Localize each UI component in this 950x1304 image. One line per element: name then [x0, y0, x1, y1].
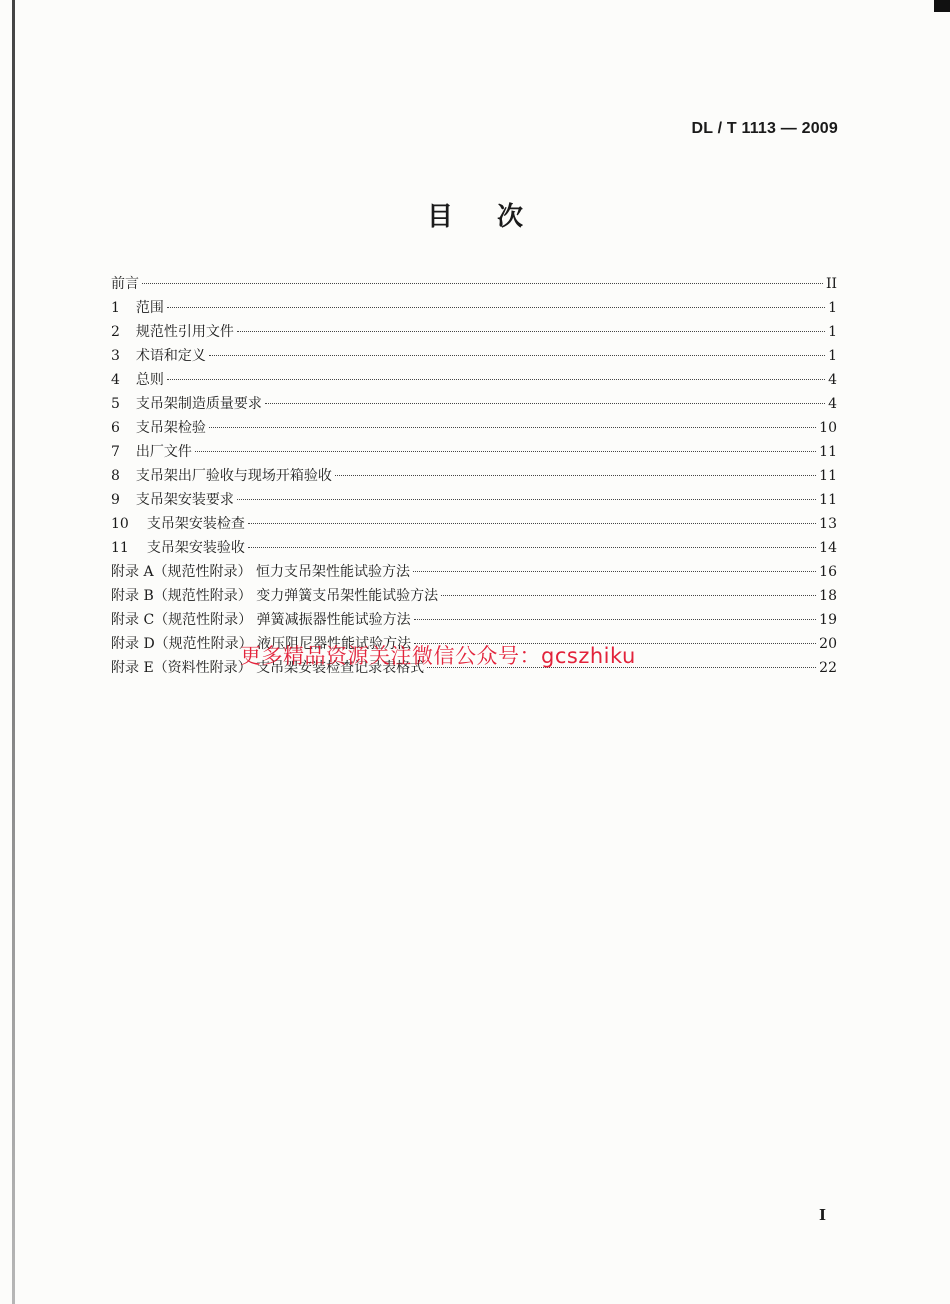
toc-entry[interactable]: [111, 393, 837, 417]
page-title: [0, 196, 950, 233]
toc-entry-page: 1: [828, 300, 837, 316]
toc-entry[interactable]: [111, 441, 837, 465]
toc-entry[interactable]: [111, 609, 837, 633]
toc-leader-dots: [414, 619, 817, 620]
toc-entry-label: 规范性引用文件: [135, 324, 234, 340]
toc-entry-page: 14: [819, 540, 837, 556]
toc-entry-page: 13: [819, 516, 837, 532]
toc-entry-label: 支吊架出厂验收与现场开箱验收: [135, 468, 332, 484]
toc-entry[interactable]: [111, 513, 837, 537]
toc-leader-dots: [265, 403, 825, 404]
toc-entry-page: 22: [819, 660, 837, 676]
toc-entry-number: 11: [111, 540, 129, 556]
watermark-text: 更多精品资源关注微信公众号：gcszhiku: [240, 644, 636, 668]
toc-leader-dots: [413, 571, 816, 572]
page-number: I: [818, 1206, 826, 1224]
toc-entry-number: 8: [111, 468, 120, 484]
toc-entry-page: 16: [819, 564, 837, 580]
toc-leader-dots: [209, 355, 825, 356]
toc-entry-label: 附录 D（规范性附录） 液压阻尼器性能试验方法: [111, 636, 412, 652]
toc-entry-label: 附录 C（规范性附录） 弹簧减振器性能试验方法: [111, 612, 411, 628]
toc-entry[interactable]: [111, 369, 837, 393]
scan-corner-mark: [934, 0, 950, 12]
toc-entry-page: 1: [828, 324, 837, 340]
toc-entry-page: 20: [819, 636, 837, 652]
toc-leader-dots: [142, 283, 823, 284]
toc-entry-label: 支吊架安装要求: [135, 492, 234, 508]
toc-entry-label: 范围: [135, 300, 164, 316]
toc-entry-label: 总则: [135, 372, 164, 388]
toc-entry[interactable]: [111, 537, 837, 561]
title-char-1: 目: [426, 202, 453, 232]
toc-leader-dots: [248, 547, 816, 548]
toc-entry[interactable]: [111, 273, 837, 297]
toc-leader-dots: [167, 307, 825, 308]
toc-entry-number: 5: [111, 396, 120, 412]
toc-entry-number: 1: [111, 300, 120, 316]
toc-entry-number: 7: [111, 444, 120, 460]
toc-leader-dots: [195, 451, 816, 452]
toc-leader-dots: [237, 499, 816, 500]
document-code: DL / T 1113 — 2009: [691, 120, 838, 137]
toc-entry-label: 支吊架制造质量要求: [135, 396, 262, 412]
toc-entry[interactable]: [111, 561, 837, 585]
toc-entry-page: 10: [819, 420, 837, 436]
toc-entry-number: 4: [111, 372, 120, 388]
toc-entry-number: 3: [111, 348, 120, 364]
toc-entry-label: 前言: [111, 276, 139, 292]
toc-entry-label: 支吊架检验: [135, 420, 206, 436]
toc-entry-page: 11: [819, 492, 837, 508]
toc-entry-label: 支吊架安装验收: [146, 540, 245, 556]
toc-leader-dots: [237, 331, 825, 332]
toc-entry-label: 出厂文件: [135, 444, 192, 460]
toc-entry-number: 6: [111, 420, 120, 436]
toc-entry-label: 附录 E（资料性附录） 支吊架安装检查记录表格式: [111, 660, 425, 676]
toc-entry[interactable]: [111, 321, 837, 345]
toc-entry[interactable]: [111, 585, 837, 609]
toc-leader-dots: [209, 427, 816, 428]
toc-entry[interactable]: [111, 465, 837, 489]
toc-leader-dots: [248, 523, 816, 524]
toc-entry-page: 11: [819, 468, 837, 484]
toc-entry-page: II: [825, 276, 837, 292]
toc-entry-number: 10: [111, 516, 129, 532]
toc-entry-page: 4: [828, 396, 837, 412]
toc-entry-number: 9: [111, 492, 120, 508]
toc-entry-page: 18: [819, 588, 837, 604]
toc-leader-dots: [335, 475, 816, 476]
title-char-2: 次: [497, 202, 524, 232]
toc-entry-page: 1: [828, 348, 837, 364]
toc-entry-page: 4: [828, 372, 837, 388]
toc-leader-dots: [441, 595, 816, 596]
toc-entry-label: 附录 B（规范性附录） 变力弹簧支吊架性能试验方法: [111, 588, 439, 604]
toc-entry[interactable]: [111, 345, 837, 369]
toc-entry-page: 19: [819, 612, 837, 628]
toc-entry[interactable]: [111, 297, 837, 321]
toc-entry-label: 支吊架安装检查: [146, 516, 245, 532]
toc-entry[interactable]: [111, 489, 837, 513]
toc-entry-number: 2: [111, 324, 120, 340]
toc-entry[interactable]: [111, 417, 837, 441]
toc-entry-label: 附录 A（规范性附录） 恒力支吊架性能试验方法: [111, 564, 411, 580]
table-of-contents: [111, 273, 837, 681]
toc-entry-page: 11: [819, 444, 837, 460]
toc-leader-dots: [167, 379, 825, 380]
toc-entry-label: 术语和定义: [135, 348, 206, 364]
